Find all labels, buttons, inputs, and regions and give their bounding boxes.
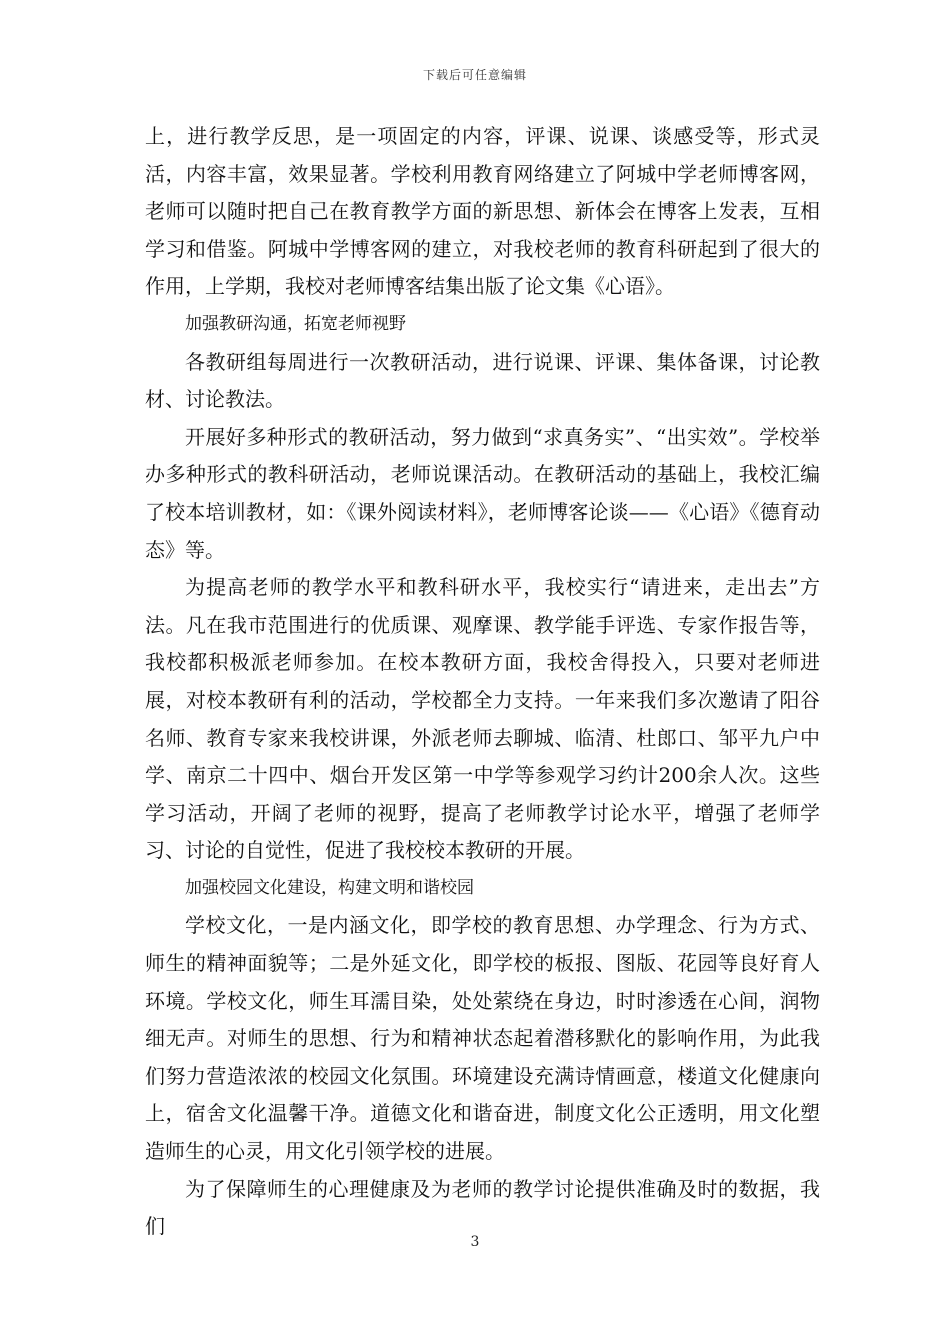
paragraph-blog-reflection: 上，进行教学反思，是一项固定的内容，评课、说课、谈感受等，形式灵活，内容丰富，效果显著。学校利用教育网络建立了阿城中学老师博客网，老师可以随时把自己在教育教学方面的新思想、新体会在博客上发表，互相学习和借鉴。阿城中学博客网的建立，对我校老师的教育科研起到了很大的作用，上学期，我校对老师博客结集出版了论文集《心语》。 [145, 124, 820, 299]
paragraph-research-forms: 开展好多种形式的教研活动，努力做到“求真务实”、“出实效”。学校举办多种形式的教科研活动，老师说课活动。在教研活动的基础上，我校汇编了校本培训教材，如：《课外阅读材料》，老师博客论谈——《心语》《德育动态》等。 [145, 424, 820, 562]
paragraph-weekly-activities: 各教研组每周进行一次教研活动，进行说课、评课、集体备课，讨论教材、讨论教法。 [145, 349, 820, 412]
document-body [145, 118, 820, 1246]
paragraph-school-culture: 学校文化，一是内涵文化，即学校的教育思想、办学理念、行为方式、师生的精神面貌等；二是外延文化，即学校的板报、图版、花园等良好育人环境。学校文化，师生耳濡目染，处处萦绕在身边，时时渗透在心间，润物细无声。对师生的思想、行为和精神状态起着潜移默化的影响作用，为此我们努力营造浓浓的校园文化氛围。环境建设充满诗情画意，楼道文化健康向上，宿舍文化温馨干净。道德文化和谐奋进，制度文化公正透明，用文化塑造师生的心灵，用文化引领学校的进展。 [145, 913, 820, 1164]
section-heading-campus-culture: 加强校园文化建设，构建文明和谐校园 [185, 877, 474, 898]
paragraph-invite-and-go-out: 为提高老师的教学水平和教科研水平，我校实行“请进来，走出去”方法。凡在我市范围进行的优质课、观摩课、教学能手评选、专家作报告等，我校都积极派老师参加。在校本教研方面，我校舍得投入，只要对老师进展，对校本教研有利的活动，学校都全力支持。一年来我们多次邀请了阳谷名师、教育专家来我校讲课，外派老师去聊城、临清、杜郎口、邹平九户中学、南京二十四中、烟台开发区第一中学等参观学习约计200余人次。这些学习活动，开阔了老师的视野，提高了老师教学讨论水平，增强了老师学习、讨论的自觉性，促进了我校校本教研的开展。 [145, 575, 820, 863]
page-header-note: 下载后可任意编辑 [422, 68, 527, 82]
paragraph-mental-health: 为了保障师生的心理健康及为老师的教学讨论提供准确及时的数据，我们 [145, 1176, 820, 1239]
section-heading-teaching-research: 加强教研沟通，拓宽老师视野 [185, 313, 406, 334]
page-number: 3 [470, 1234, 480, 1250]
